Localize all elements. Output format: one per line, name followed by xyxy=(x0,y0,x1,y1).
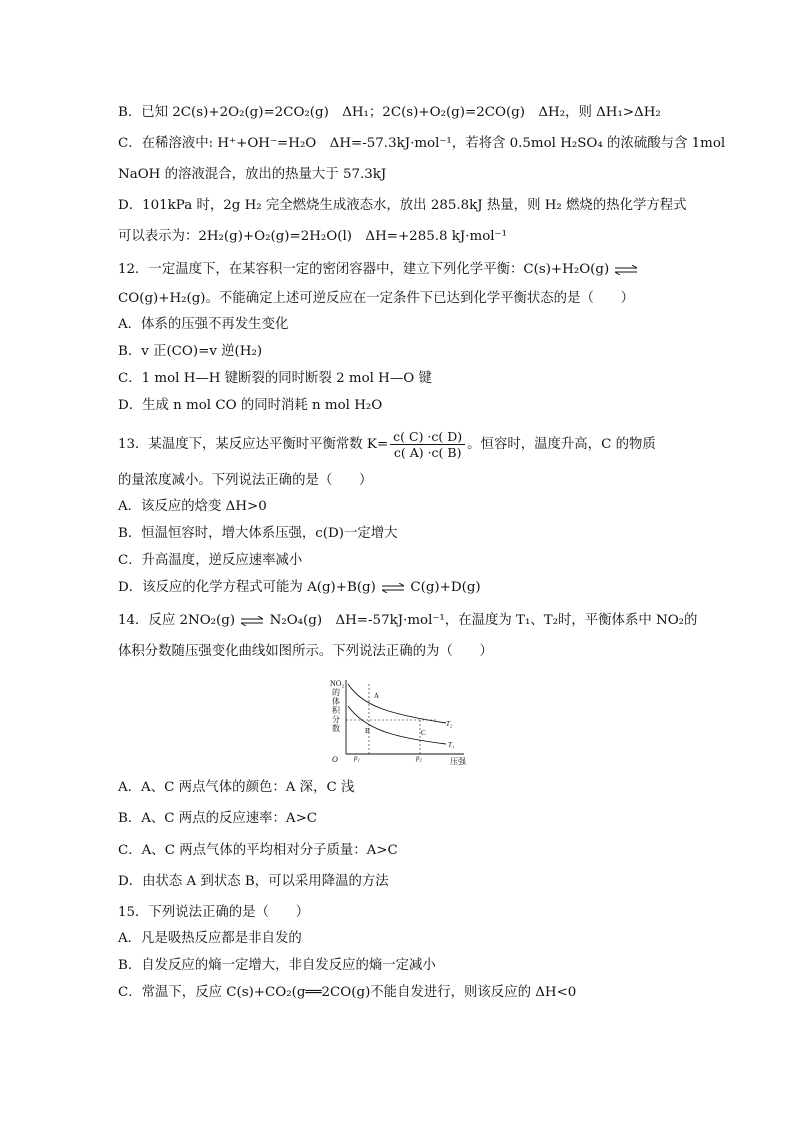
fraction-denominator: c( A) ·c( B) xyxy=(393,445,462,460)
q12-option-b: B．v 正(CO)=v 逆(H₂) xyxy=(118,344,263,359)
fraction-numerator: c( C) ·c( D) xyxy=(390,429,465,445)
q11-option-b: B．已知 2C(s)+2O₂(g)=2CO₂(g) ΔH₁；2C(s)+O₂(g)=2CO(g) ΔH₂，则 ΔH₁>ΔH₂ xyxy=(118,105,661,120)
t1-label: T₁ xyxy=(448,741,455,749)
q15-stem: 15．下列说法正确的是（ ） xyxy=(118,905,310,920)
equilibrium-arrow-icon xyxy=(615,265,637,275)
x-axis-label: 压强 xyxy=(450,757,466,766)
y-axis-label-line-5: 分 xyxy=(332,715,340,724)
q11-option-d-cont: 可以表示为：2H₂(g)+O₂(g)=2H₂O(l) ΔH=+285.8 kJ·mol⁻¹ xyxy=(118,229,507,244)
q13-option-d-text-2: C(g)+D(g) xyxy=(410,580,481,595)
q15-option-c: C．常温下，反应 C(s)+CO₂(g══2CO(g)不能自发进行，则该反应的 ΔH<0 xyxy=(118,985,577,1000)
q12-option-a: A．体系的压强不再发生变化 xyxy=(118,317,289,332)
q13-stem-text: 13．某温度下，某反应达平衡时平衡常数 K= xyxy=(118,437,389,452)
p1-label: p₁ xyxy=(354,754,360,762)
q15-option-a: A．凡是吸热反应都是非自发的 xyxy=(118,931,302,946)
q13-option-b: B．恒温恒容时，增大体系压强，c(D)一定增大 xyxy=(118,526,398,541)
q13-stem xyxy=(118,428,656,462)
q14-option-d: D．由状态 A 到状态 B，可以采用降温的方法 xyxy=(118,874,389,889)
q12-stem xyxy=(118,261,639,279)
q11-option-c: C．在稀溶液中: H⁺+OH⁻=H₂O ΔH=-57.3kJ·mol⁻¹，若将含 0.5mol H₂SO₄ 的浓硫酸与含 1mol xyxy=(118,136,726,151)
p2-label: p₂ xyxy=(416,754,422,762)
y-axis-label-line-2: 的 xyxy=(332,688,340,697)
y-axis-label-line-4: 积 xyxy=(332,706,340,715)
y-axis-label-line-3: 体 xyxy=(332,697,340,706)
q13-option-d-text: D．该反应的化学方程式可能为 A(g)+B(g) xyxy=(118,580,376,595)
point-a-label: A xyxy=(374,692,380,700)
q12-stem-cont: CO(g)+H₂(g)。不能确定上述可逆反应在一定条件下已达到化学平衡状态的是（ ） xyxy=(118,291,635,306)
point-b-label: B xyxy=(365,727,370,735)
q13-option-d xyxy=(118,579,481,597)
y-axis-label-line-1: NO₂ xyxy=(330,679,345,688)
q11-option-c-cont: NaOH 的溶液混合，放出的热量大于 57.3kJ xyxy=(118,167,387,182)
q13-stem-cont: 的量浓度减小。下列说法正确的是（ ） xyxy=(118,473,373,488)
q12-stem-text: 12．一定温度下，在某容积一定的密闭容器中，建立下列化学平衡：C(s)+H₂O(g) xyxy=(118,262,610,277)
q13-option-c: C．升高温度，逆反应速率减小 xyxy=(118,553,303,568)
equilibrium-arrow-icon xyxy=(382,583,404,593)
equilibrium-arrow-icon xyxy=(241,616,263,626)
q14-option-c: C．A、C 两点气体的平均相对分子质量：A>C xyxy=(118,843,398,858)
q14-stem-text-2: N₂O₄(g) ΔH=-57kJ·mol⁻¹，在温度为 T₁、T₂时，平衡体系中 NO₂的 xyxy=(269,613,698,628)
curve-t2 xyxy=(348,684,446,723)
q12-option-d: D．生成 n mol CO 的同时消耗 n mol H₂O xyxy=(118,398,383,413)
q14-stem-text: 14．反应 2NO₂(g) xyxy=(118,613,236,628)
curve-t1 xyxy=(348,706,446,744)
q13-option-a: A．该反应的焓变 ΔH>0 xyxy=(118,499,267,514)
q14-stem xyxy=(118,612,697,630)
origin-label: O xyxy=(332,755,338,764)
equilibrium-constant-fraction xyxy=(390,429,465,460)
y-axis-label-line-6: 数 xyxy=(332,724,340,733)
no2-volume-fraction-graph xyxy=(318,676,478,768)
t2-label: T₂ xyxy=(446,720,453,728)
q11-option-d: D．101kPa 时，2g H₂ 完全燃烧生成液态水，放出 285.8kJ 热量，则 H₂ 燃烧的热化学方程式 xyxy=(118,198,687,213)
point-c-label: C xyxy=(421,729,426,737)
q13-stem-text-2: 。恒容时，温度升高，C 的物质 xyxy=(467,437,656,452)
q15-option-b: B．自发反应的熵一定增大，非自发反应的熵一定减小 xyxy=(118,958,436,973)
q12-option-c: C．1 mol H—H 键断裂的同时断裂 2 mol H—O 键 xyxy=(118,371,432,386)
q14-option-a: A．A、C 两点气体的颜色：A 深，C 浅 xyxy=(118,780,355,795)
q14-stem-cont: 体积分数随压强变化曲线如图所示。下列说法正确的为（ ） xyxy=(118,644,493,659)
q14-option-b: B．A、C 两点的反应速率：A>C xyxy=(118,811,318,826)
